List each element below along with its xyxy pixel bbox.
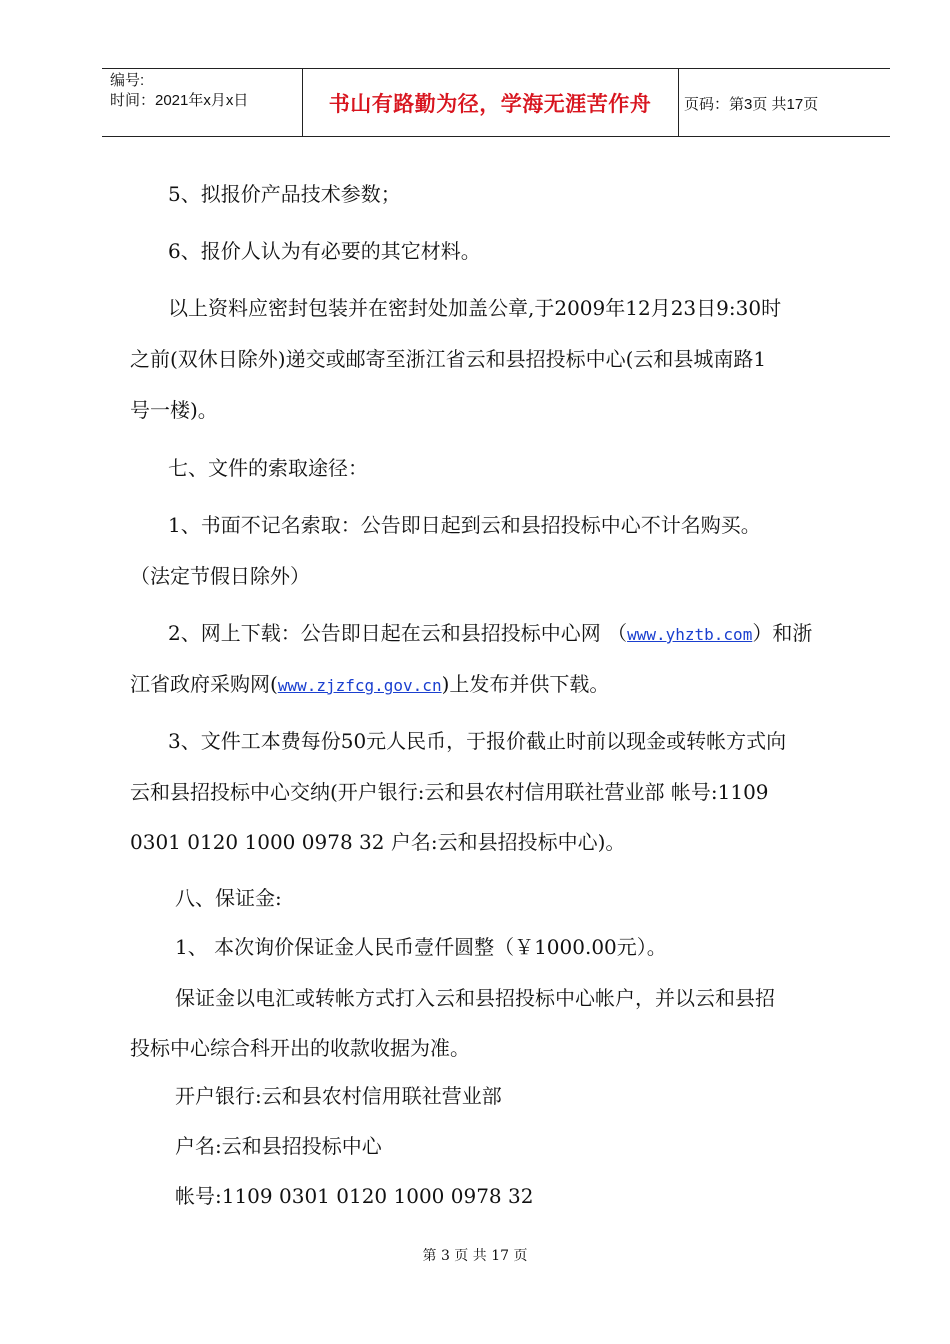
body-line-9-text-b: ）和浙 <box>752 621 813 645</box>
body-line-1: 5、拟报价产品技术参数； <box>168 182 401 206</box>
header-page-label: 页码：第3页 共17页 <box>684 96 819 113</box>
body-line-20: 帐号:1109 0301 0120 1000 0978 32 <box>175 1184 534 1208</box>
body-line-4: 之前(双休日除外)递交或邮寄至浙江省云和县招投标中心(云和县城南路1 <box>130 347 767 371</box>
body-line-9 <box>168 620 812 648</box>
header-divider-left <box>302 69 303 136</box>
body-line-17: 投标中心综合科开出的收款收据为准。 <box>130 1036 470 1060</box>
header-slogan: 书山有路勤为径，学海无涯苦作舟 <box>328 92 652 116</box>
page-header <box>102 68 890 137</box>
header-time-label: 时间：2021年x月x日 <box>110 92 249 109</box>
header-divider-right <box>678 69 679 136</box>
body-line-7: 1、书面不记名索取：公告即日起到云和县招投标中心不计名购买。 <box>168 513 761 537</box>
header-meta <box>110 71 248 111</box>
body-line-5: 号一楼)。 <box>130 398 218 422</box>
body-line-16: 保证金以电汇或转帐方式打入云和县招投标中心帐户，并以云和县招 <box>175 986 775 1010</box>
section-8-heading: 八、保证金: <box>175 886 282 910</box>
header-number-label: 编号: <box>110 72 145 89</box>
body-line-12: 云和县招投标中心交纳(开户银行:云和县农村信用联社营业部 帐号:1109 <box>130 780 769 804</box>
body-line-9-text-a: 2、网上下载：公告即日起在云和县招投标中心网 （ <box>168 621 628 645</box>
body-line-3: 以上资料应密封包装并在密封处加盖公章,于2009年12月23日9:30时 <box>168 296 782 320</box>
body-line-10-text-b: )上发布并供下载。 <box>441 672 610 696</box>
body-line-10-text-a: 江省政府采购网( <box>130 672 278 696</box>
zjzfcg-link[interactable]: www.zjzfcg.gov.cn <box>277 676 442 695</box>
page-footer: 第 3 页 共 17 页 <box>422 1248 528 1264</box>
body-line-18: 开户银行:云和县农村信用联社营业部 <box>175 1084 502 1108</box>
body-line-2: 6、报价人认为有必要的其它材料。 <box>168 239 481 263</box>
body-line-15: 1、 本次询价保证金人民币壹仟圆整（￥1000.00元）。 <box>175 935 667 959</box>
body-line-8: （法定节假日除外） <box>130 564 310 588</box>
body-line-13: 0301 0120 1000 0978 32 户名:云和县招投标中心)。 <box>130 830 626 854</box>
body-line-19: 户名:云和县招投标中心 <box>175 1134 382 1158</box>
yhztb-link[interactable]: www.yhztb.com <box>627 625 753 644</box>
body-line-10 <box>130 671 609 699</box>
section-7-heading: 七、文件的索取途径： <box>168 456 368 480</box>
body-line-11: 3、文件工本费每份50元人民币，于报价截止时前以现金或转帐方式向 <box>168 729 787 753</box>
